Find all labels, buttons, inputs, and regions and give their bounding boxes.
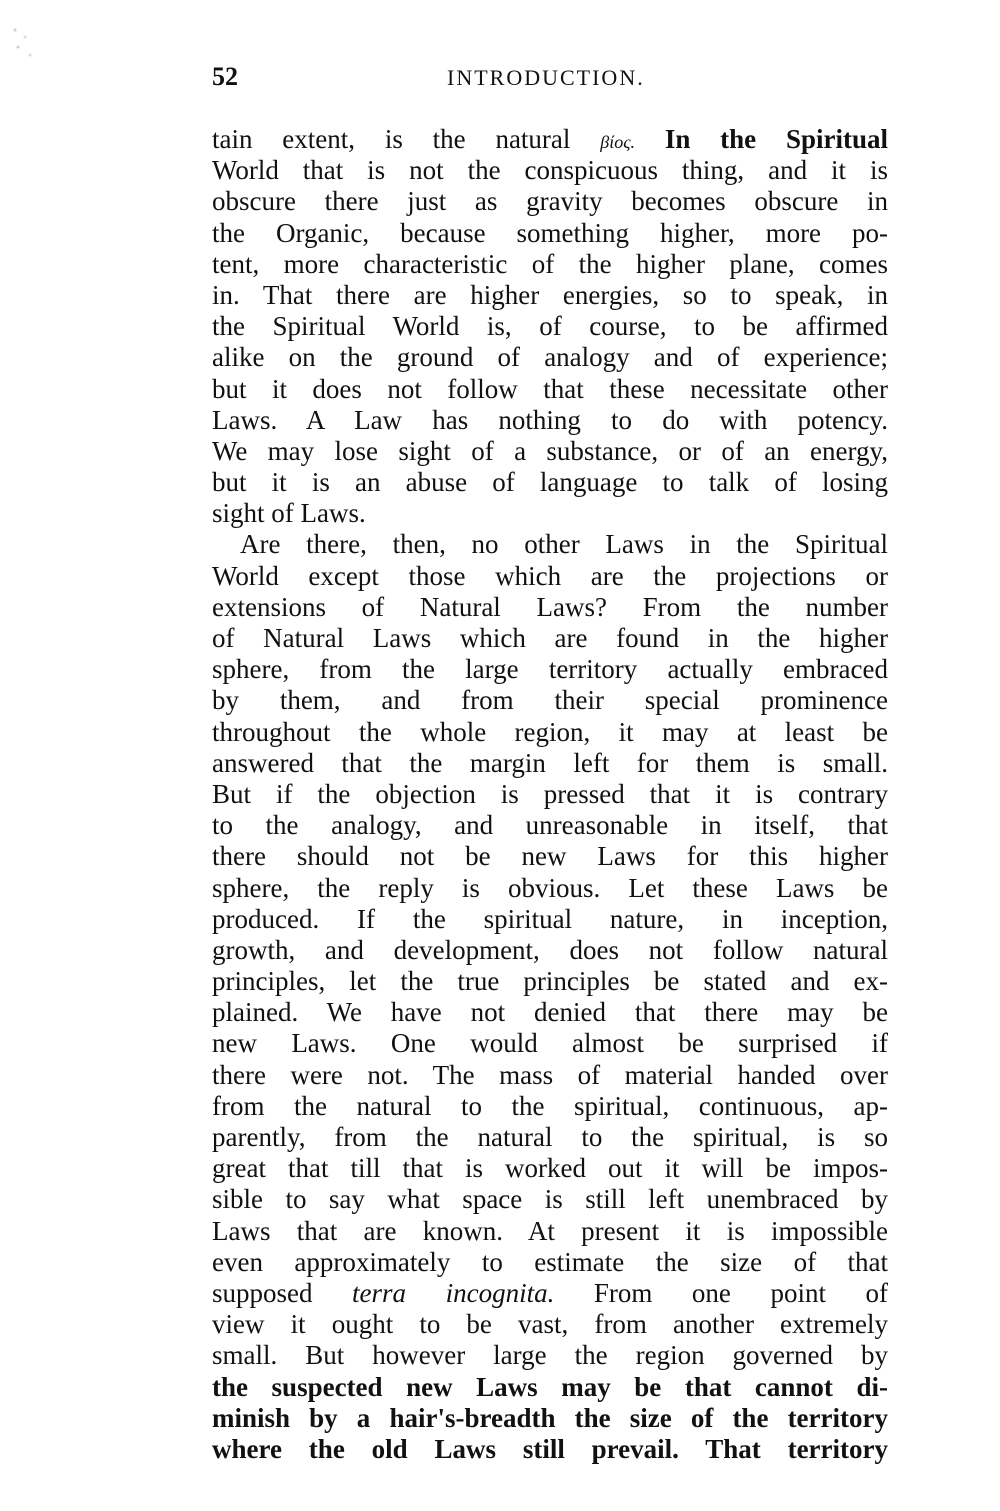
text-line: sphere, the reply is obvious. Let these Laws be xyxy=(212,872,888,903)
text-line: of Natural Laws which are found in the higher xyxy=(212,623,888,653)
text-line: in. That there are higher energies, so to speak, in xyxy=(212,279,888,310)
text-line: World that is not the conspicuous thing, and it is xyxy=(212,155,888,186)
text-line: the Organic, because something higher, more po- xyxy=(212,217,888,248)
text-line: throughout the whole region, it may at least be xyxy=(212,716,888,747)
text-line: minish by a hair's-breadth the size of the territory xyxy=(212,1402,888,1433)
text-line: there should not be new Laws for this higher xyxy=(212,841,888,872)
text-line: but it does not follow that these necessitate other xyxy=(212,373,888,404)
text-line: great that till that is worked out it will be impos- xyxy=(212,1153,888,1184)
text-line: sible to say what space is still left unembraced by xyxy=(212,1184,888,1215)
page-header xyxy=(212,60,888,100)
text-line: answered that the margin left for them is small. xyxy=(212,747,888,778)
text-segment: supposed xyxy=(212,1277,353,1308)
text-line: parently, from the natural to the spiritual, is so xyxy=(212,1122,888,1152)
text-line: principles, let the true principles be stated and ex- xyxy=(212,966,888,997)
page-number: 52 xyxy=(212,62,238,91)
text-line: new Laws. One would almost be surprised if xyxy=(212,1028,888,1059)
text-line: by them, and from their special prominence xyxy=(212,685,888,716)
text-line: small. But however large the region governed by xyxy=(212,1340,888,1371)
text-line: sphere, from the large territory actually embraced xyxy=(212,654,888,685)
text-line: the suspected new Laws may be that cannot di- xyxy=(212,1371,888,1402)
text-line: We may lose sight of a substance, or of an energy, xyxy=(212,435,888,466)
body-text xyxy=(212,124,888,1465)
text-segment: tain extent, is the natural xyxy=(212,124,601,154)
italic-phrase: terra incognita. xyxy=(352,1277,555,1308)
bold-segment: In the Spiritual xyxy=(635,124,888,154)
text-line: alike on the ground of analogy and of experience; xyxy=(212,342,888,373)
text-line: the Spiritual World is, of course, to be affirmed xyxy=(212,311,888,342)
text-line: from the natural to the spiritual, continuous, ap- xyxy=(212,1090,888,1121)
paragraph-start-line: Are there, then, no other Laws in the Spiritual xyxy=(240,529,888,560)
text-line: extensions of Natural Laws? From the number xyxy=(212,591,888,622)
text-line xyxy=(212,124,888,155)
text-line: Laws. A Law has nothing to do with potency. xyxy=(212,404,888,435)
text-line: But if the objection is pressed that it is contrary xyxy=(212,778,888,809)
scan-specks xyxy=(10,25,40,65)
running-head: INTRODUCTION. xyxy=(447,65,645,90)
text-segment: From one point of xyxy=(554,1277,888,1308)
greek-word: βίος. xyxy=(600,132,636,152)
text-line: World except those which are the projections or xyxy=(212,560,888,591)
text-line: even approximately to estimate the size of that xyxy=(212,1246,888,1277)
text-line: but it is an abuse of language to talk of losing xyxy=(212,467,888,498)
text-line: where the old Laws still prevail. That territory xyxy=(212,1433,888,1464)
text-line: there were not. The mass of material handed over xyxy=(212,1059,888,1090)
text-line: obscure there just as gravity becomes obscure in xyxy=(212,186,888,217)
text-line: sight of Laws. xyxy=(212,498,366,529)
text-line: to the analogy, and unreasonable in itself, that xyxy=(212,810,888,841)
text-line: plained. We have not denied that there may be xyxy=(212,997,888,1028)
text-line: tent, more characteristic of the higher plane, comes xyxy=(212,248,888,279)
text-line: view it ought to be vast, from another extremely xyxy=(212,1309,888,1340)
text-line: growth, and development, does not follow natural xyxy=(212,934,888,965)
text-line: Laws that are known. At present it is impossible xyxy=(212,1215,888,1246)
text-line xyxy=(212,1278,888,1309)
text-line: produced. If the spiritual nature, in inception, xyxy=(212,903,888,934)
